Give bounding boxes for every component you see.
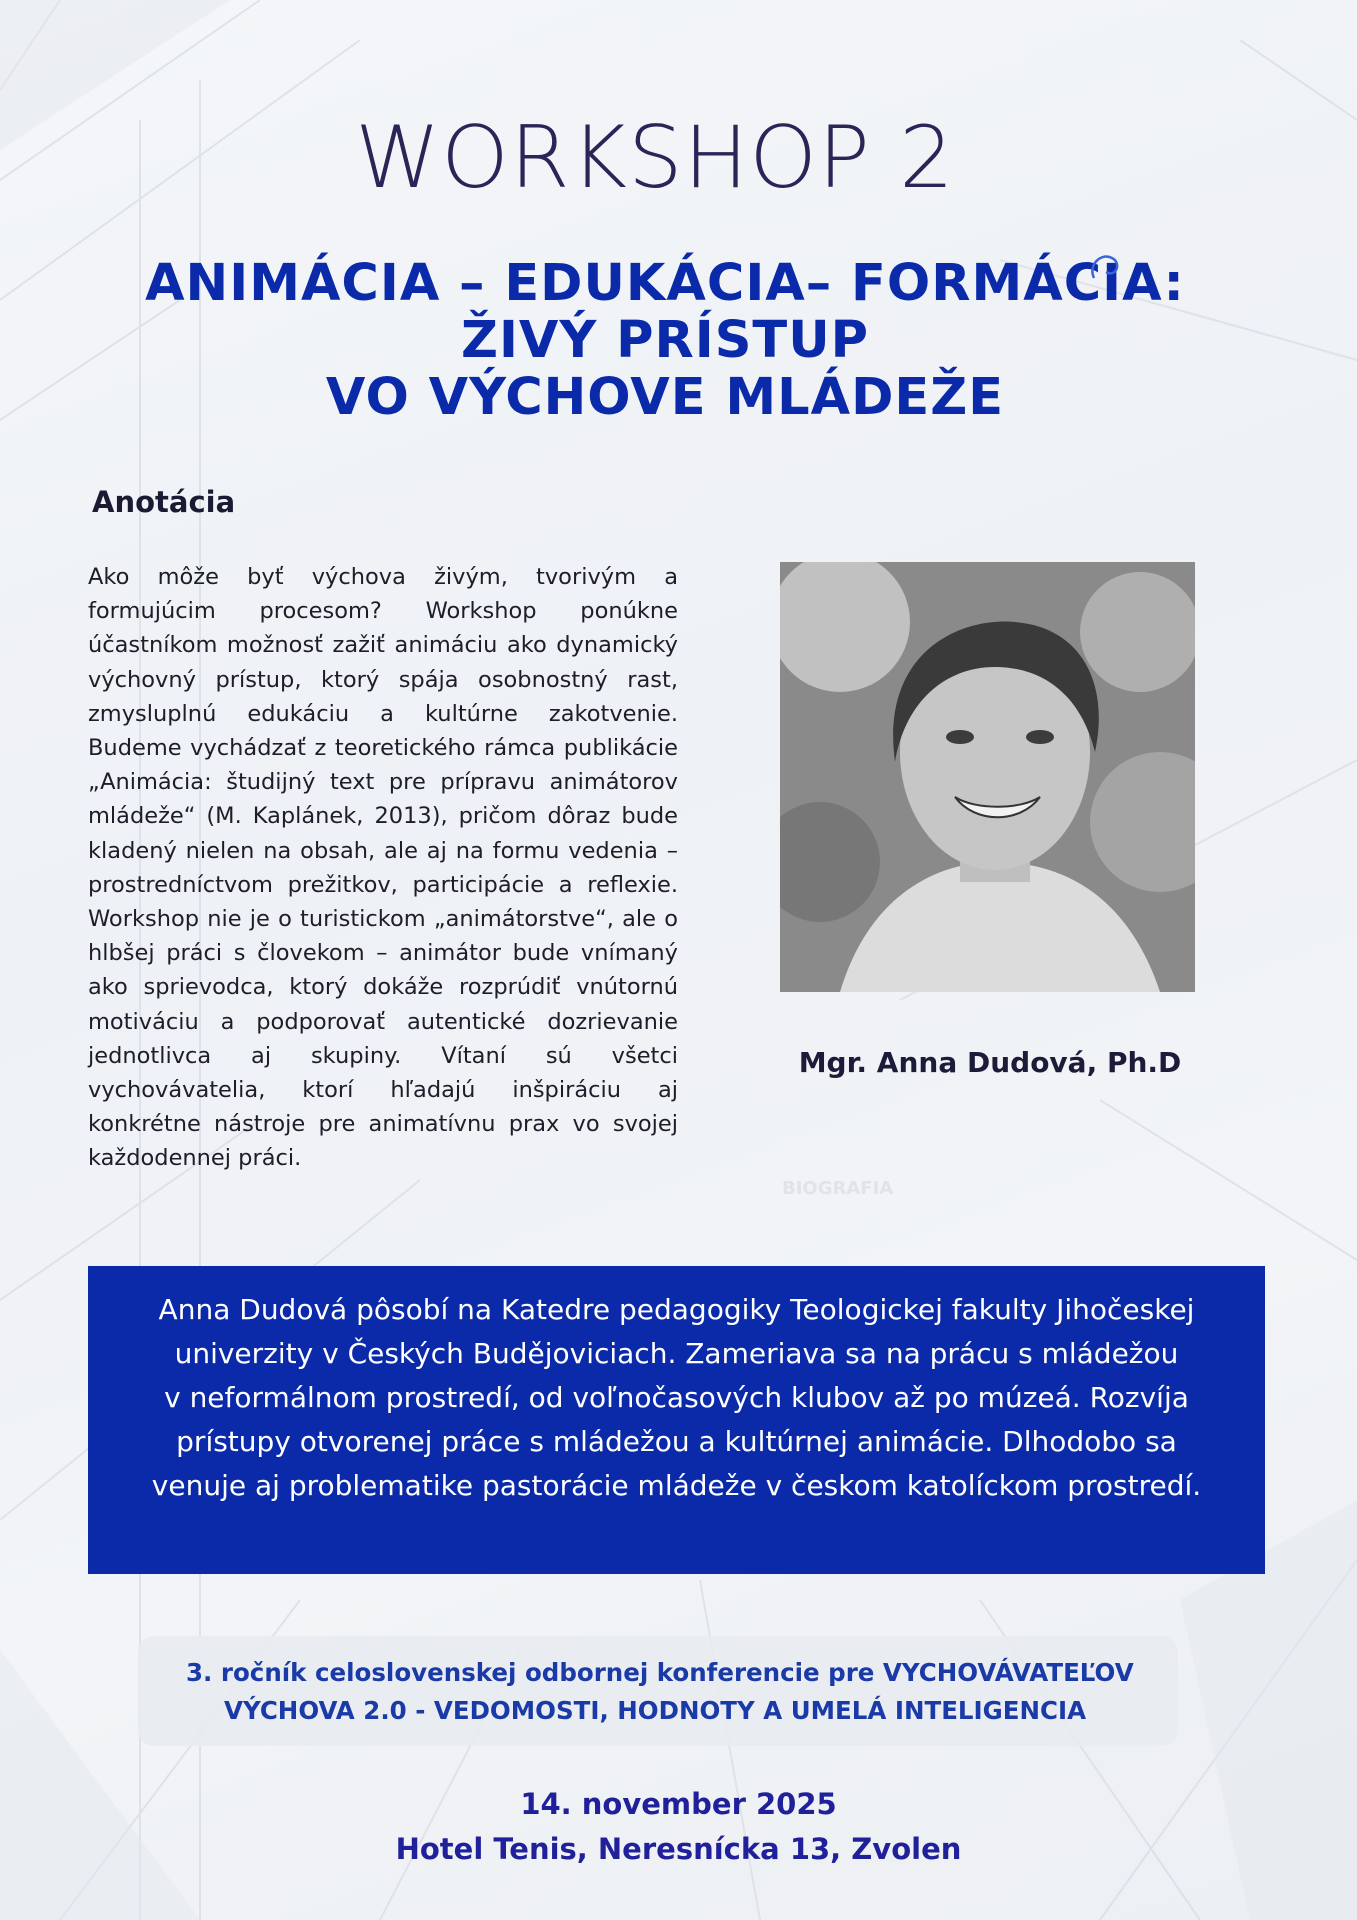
biography-label: BIOGRAFIA (782, 1178, 894, 1199)
main-title-line-2: ŽIVÝ PRÍSTUP (460, 311, 870, 370)
workshop-title: WORKSHOP 2 (355, 108, 955, 208)
biography-line: venuje aj problematike pastorácie mládeže v českom katolíckom prostredí. (151, 1469, 1202, 1502)
biography-box (88, 1266, 1265, 1574)
conference-line-1: 3. ročník celoslovenskej odbornej konferencie pre VYCHOVÁVATEĽOV (186, 1658, 1134, 1687)
conference-info-box (138, 1636, 1178, 1746)
speaker-photo (780, 562, 1195, 992)
biography-line: prístupy otvorenej práce s mládežou a kultúrnej animácie. Dlhodobo sa (176, 1425, 1177, 1458)
biography-line: univerzity v Českých Budějoviciach. Zameriava sa na prácu s mládežou (174, 1337, 1179, 1370)
main-title-line-3: VO VÝCHOVE MLÁDEŽE (325, 368, 1005, 427)
main-title-line-1: ANIMÁCIA – EDUKÁCIA– FORMÁCIA: (145, 254, 1185, 313)
swirl-decoration-icon (1086, 248, 1126, 288)
event-details (0, 1782, 1357, 1872)
biography-line: v neformálnom prostredí, od voľnočasových klubov až po múzeá. Rozvíja (164, 1381, 1189, 1414)
annotation-heading: Anotácia (92, 485, 236, 519)
biography-text (88, 1288, 1265, 1508)
biography-line: Anna Dudová pôsobí na Katedre pedagogiky Teologickej fakulty Jihočeskej (158, 1293, 1195, 1326)
conference-line-2: VÝCHOVA 2.0 - VEDOMOSTI, HODNOTY A UMELÁ INTELIGENCIA (224, 1696, 1087, 1725)
event-date: 14. november 2025 (520, 1787, 837, 1821)
speaker-name: Mgr. Anna Dudová, Ph.D (798, 1046, 1182, 1079)
annotation-body: Ako môže byť výchova živým, tvorivým a formujúcim procesom? Workshop ponúkne účastníkom možnosť zažiť animáciu ako dynamický výchovný prístup, ktorý spája osobnostný rast, zmysluplnú edukáciu a kultúrne zakotvenie. Budeme vychádzať z teoretického rámca publikácie „Animácia: študijný text pre prípravu animátorov mládeže“ (M. Kaplánek, 2013), pričom dôraz bude kladený nielen na obsah, ale aj na formu vedenia – prostredníctvom prežitkov, participácie a reflexie. Workshop nie je o turistickom „animátorstve“, ale o hlbšej práci s človekom – animátor bude vnímaný ako sprievodca, ktorý dokáže rozprúdiť vnútornú motiváciu a podporovať autentické dozrievanie jednotlivca aj skupiny. Vítaní sú všetci vychovávatelia, ktorí hľadajú inšpiráciu aj konkrétne nástroje pre animatívnu prax vo svojej každodennej práci. (88, 564, 678, 1172)
event-venue: Hotel Tenis, Neresnícka 13, Zvolen (395, 1832, 962, 1866)
conference-text (138, 1654, 1178, 1730)
